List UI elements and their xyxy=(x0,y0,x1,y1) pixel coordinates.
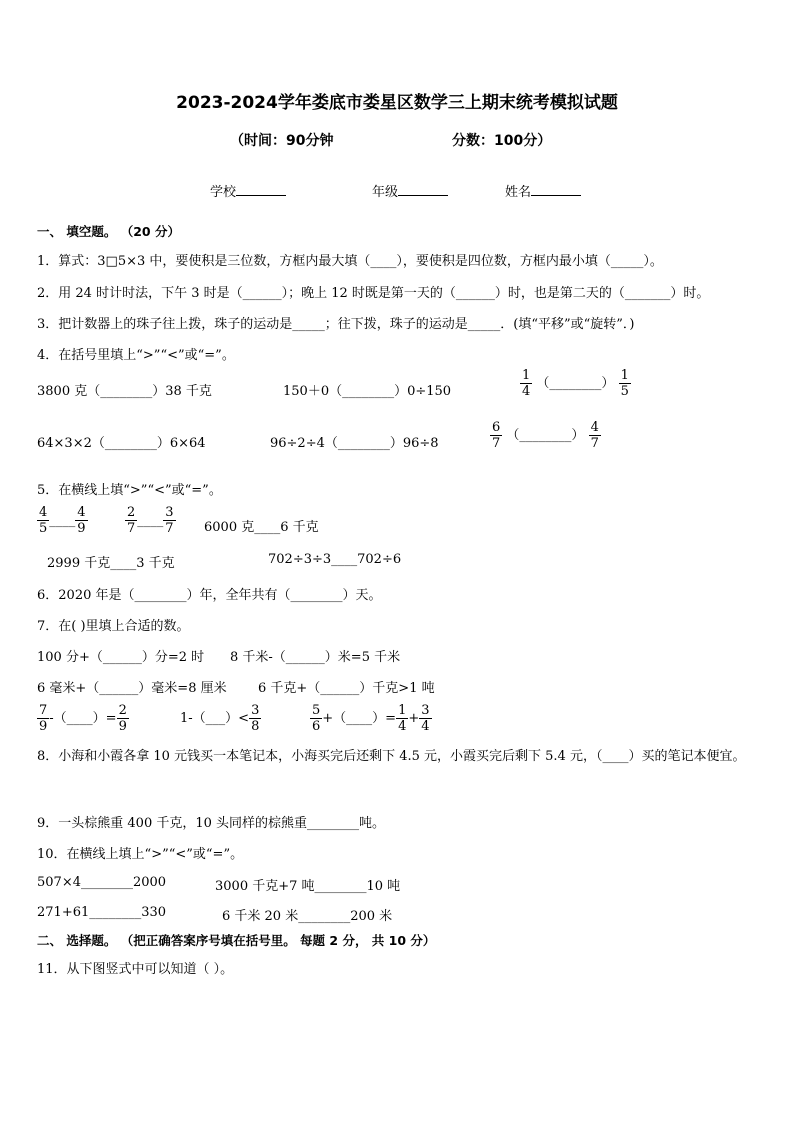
school-field xyxy=(210,181,286,200)
denominator: 7 xyxy=(165,521,174,536)
numerator: 2 xyxy=(118,703,127,718)
denominator: 8 xyxy=(251,719,260,734)
question-4e: 96÷2÷4（________）96÷8 xyxy=(270,436,439,451)
question-7b: 8 千米-（______）米=5 千米 xyxy=(230,650,401,665)
fraction xyxy=(310,703,322,734)
answer-blank[interactable]: （________） xyxy=(536,376,615,391)
section-fill-in: 一、 填空题。 （20 分） xyxy=(37,224,180,239)
denominator: 4 xyxy=(398,719,407,734)
school-label: 学校 xyxy=(210,185,237,200)
numerator: 6 xyxy=(492,420,501,435)
fraction xyxy=(619,368,631,399)
denominator: 5 xyxy=(620,384,629,399)
numerator: 3 xyxy=(251,703,260,718)
numerator: 3 xyxy=(165,505,174,520)
fraction xyxy=(163,505,175,536)
exam-time: （时间：90分钟 xyxy=(230,133,334,149)
question-7a: 100 分+（______）分=2 时 xyxy=(37,650,205,665)
denominator: 7 xyxy=(492,436,501,451)
plus-sign: + xyxy=(408,711,420,726)
numerator: 4 xyxy=(590,420,599,435)
denominator: 5 xyxy=(39,521,48,536)
numerator: 5 xyxy=(312,703,321,718)
question-4-label: 4．在括号里填上“>”“<”或“=”。 xyxy=(37,348,235,363)
fraction xyxy=(396,703,408,734)
question-7c: 6 毫米+（______）毫米=8 厘米 xyxy=(37,681,227,696)
fraction xyxy=(249,703,261,734)
school-blank[interactable] xyxy=(236,183,286,196)
section-multiple-choice: 二、 选择题。 （把正确答案序号填在括号里。 每题 2 分， 共 10 分） xyxy=(37,933,436,948)
numerator: 3 xyxy=(421,703,430,718)
question-5-label: 5．在横线上填“>”“<”或“=”。 xyxy=(37,483,222,498)
question-5a xyxy=(37,505,88,536)
question-7-label: 7．在( )里填上合适的数。 xyxy=(37,619,190,634)
question-5d: 2999 千克____3 千克 xyxy=(47,556,175,571)
question-2: 2．用 24 时计时法，下午 3 时是（______）；晚上 12 时既是第一天的（______）时，也是第二天的（_______）时。 xyxy=(37,286,710,301)
question-4d: 64×3×2（________）6×64 xyxy=(37,436,206,451)
question-10c: 271+61________330 xyxy=(37,905,167,920)
question-10-label: 10．在横线上填上“>”“<”或“=”。 xyxy=(37,847,244,862)
denominator: 7 xyxy=(590,436,599,451)
denominator: 4 xyxy=(522,384,531,399)
question-8: 8．小海和小霞各拿 10 元钱买一本笔记本，小海买完后还剩下 4.5 元，小霞买完后剩下 5.4 元，（____）买的笔记本便宜。 xyxy=(37,749,746,764)
question-10b: 3000 千克+7 吨________10 吨 xyxy=(215,879,401,894)
numerator: 1 xyxy=(522,368,531,383)
question-7f xyxy=(180,703,261,734)
question-10a: 507×4________2000 xyxy=(37,875,167,890)
denominator: 7 xyxy=(127,521,136,536)
grade-field xyxy=(372,181,448,200)
numerator: 2 xyxy=(127,505,136,520)
fraction xyxy=(520,368,532,399)
question-5c: 6000 克____6 千克 xyxy=(204,520,319,535)
question-7d: 6 千克+（______）千克>1 吨 xyxy=(258,681,435,696)
grade-blank[interactable] xyxy=(398,183,448,196)
fraction xyxy=(37,505,49,536)
question-4f xyxy=(490,420,601,451)
question-7e xyxy=(37,703,129,734)
answer-blank[interactable]: 1-（___）< xyxy=(180,711,250,726)
fraction xyxy=(490,420,502,451)
name-label: 姓名 xyxy=(505,185,532,200)
question-7g xyxy=(310,703,432,734)
exam-score: 分数：100分） xyxy=(452,133,552,149)
page-title: 2023-2024学年娄底市娄星区数学三上期末统考模拟试题 xyxy=(176,93,618,113)
fraction xyxy=(589,420,601,451)
denominator: 4 xyxy=(421,719,430,734)
fraction xyxy=(125,505,137,536)
numerator: 1 xyxy=(620,368,629,383)
grade-label: 年级 xyxy=(372,185,399,200)
numerator: 4 xyxy=(39,505,48,520)
fraction xyxy=(117,703,129,734)
question-3: 3．把计数器上的珠子往上拨，珠子的运动是_____；往下拨，珠子的运动是_____．(填“平移”或“旋转”．) xyxy=(37,317,635,332)
question-5e: 702÷3÷3____702÷6 xyxy=(268,552,402,567)
name-field xyxy=(505,181,581,200)
question-4a: 3800 克（________）38 千克 xyxy=(37,384,212,399)
denominator: 9 xyxy=(77,521,86,536)
answer-blank[interactable]: ____ xyxy=(49,513,76,528)
answer-blank[interactable]: （________） xyxy=(506,428,585,443)
numerator: 4 xyxy=(77,505,86,520)
fraction xyxy=(37,703,49,734)
numerator: 7 xyxy=(39,703,48,718)
question-1: 1．算式：3□5×3 中，要使积是三位数，方框内最大填（____），要使积是四位数，方框内最小填（_____）。 xyxy=(37,254,663,269)
denominator: 6 xyxy=(312,719,321,734)
answer-blank[interactable]: ____ xyxy=(137,513,164,528)
question-6: 6．2020 年是（________）年，全年共有（________）天。 xyxy=(37,588,382,603)
answer-blank[interactable]: -（____）= xyxy=(49,711,117,726)
question-4c xyxy=(520,368,631,399)
fraction xyxy=(75,505,87,536)
denominator: 9 xyxy=(39,719,48,734)
question-5b xyxy=(125,505,176,536)
question-11: 11．从下图竖式中可以知道（ ）。 xyxy=(37,962,234,977)
name-blank[interactable] xyxy=(531,183,581,196)
question-9: 9．一头棕熊重 400 千克，10 头同样的棕熊重________吨。 xyxy=(37,816,386,831)
denominator: 9 xyxy=(118,719,127,734)
answer-blank[interactable]: +（____）= xyxy=(322,711,397,726)
question-4b: 150＋0（________）0÷150 xyxy=(283,384,452,399)
fraction xyxy=(419,703,431,734)
question-10d: 6 千米 20 米________200 米 xyxy=(222,909,393,924)
numerator: 1 xyxy=(398,703,407,718)
